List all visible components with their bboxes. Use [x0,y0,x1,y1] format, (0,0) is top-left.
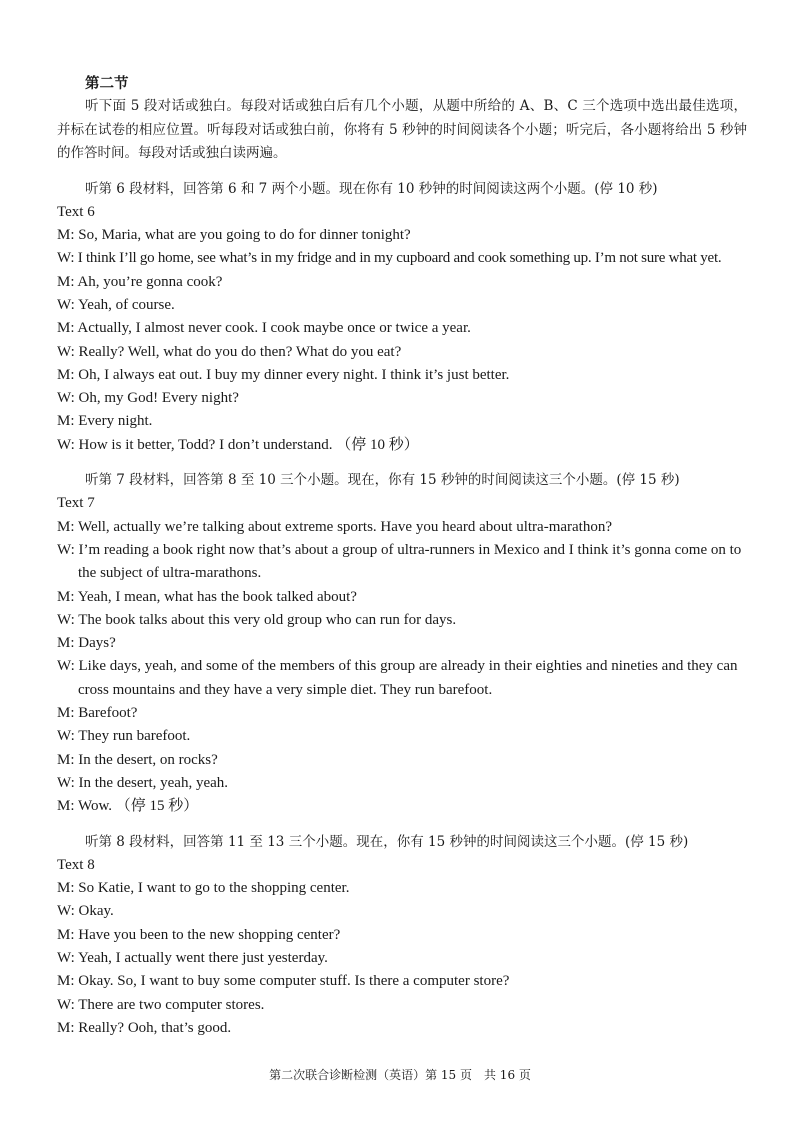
instruction-8: 听第 8 段材料，回答第 11 至 13 三个小题。现在，你有 15 秒钟的时间阅读这三个小题。(停 15 秒) [85,833,689,850]
dialogue-line: M: Ah, you’re gonna cook? [57,273,223,290]
dialogue-line: W: Yeah, of course. [57,296,175,313]
dialogue-line: W: I’m reading a book right now that’s about a group of ultra-runners in Mexico and I think it’s gonna come on to the subject of ultra-marathons. [57,541,742,582]
dialogue-line: M: Okay. So, I want to buy some computer stuff. Is there a computer store? [57,973,510,990]
dialogue-line: M: Well, actually we’re talking about extreme sports. Have you heard about ultra-marathon? [57,518,612,535]
section-intro: 听下面 5 段对话或独白。每段对话或独白后有几个小题，从题中所给的 A、B、C 三个选项中选出最佳选项，并标在试卷的相应位置。听每段对话或独白前，你将有 5 秒钟的时间阅读各个小题；听完后，各小题将给出 5 秒钟的作答时间。每段对话或独白读两遍。 [57,98,747,161]
dialogue-line: W: Yeah, I actually went there just yesterday. [57,950,328,966]
page-content [57,72,747,1040]
dialogue-line: M: In the desert, on rocks? [57,751,218,768]
text-block-8 [57,831,747,1041]
page-footer: 第二次联合诊断检测（英语）第 15 页 共 16 页 [269,1068,531,1082]
dialogue-line: M: Every night. [57,413,153,430]
dialogue-line: M: Yeah, I mean, what has the book talked about? [57,588,357,605]
dialogue-line: W: Okay. [57,903,114,920]
dialogue-line: M: Really? Ooh, that’s good. [57,1019,232,1036]
text-block-6 [57,178,747,458]
section-title: 第二节 [85,75,129,92]
instruction-7: 听第 7 段材料，回答第 8 至 10 三个小题。现在，你有 15 秒钟的时间阅读这三个小题。(停 15 秒) [85,472,680,489]
dialogue-line: M: Have you been to the new shopping center? [57,926,341,943]
dialogue-line: W: There are two computer stores. [57,996,265,1013]
instruction-6: 听第 6 段材料，回答第 6 和 7 两个小题。现在你有 10 秒钟的时间阅读这两个小题。(停 10 秒) [85,180,658,197]
dialogue-line: M: So, Maria, what are you going to do for dinner tonight? [57,227,411,244]
dialogue-line: W: I think I’ll go home, see what’s in my fridge and in my cupboard and cook something up. I’m not sure what yet. [57,250,722,267]
text-block-7 [57,469,747,818]
dialogue-line: M: Oh, I always eat out. I buy my dinner every night. I think it’s just better. [57,366,510,383]
dialogue-line: W: Really? Well, what do you do then? What do you eat? [57,343,402,360]
dialogue-line: W: In the desert, yeah, yeah. [57,774,229,791]
dialogue-line: M: Days? [57,635,116,652]
dialogue-line: W: Oh, my God! Every night? [57,390,239,407]
text-label-7: Text 7 [57,495,95,512]
dialogue-line: M: Barefoot? [57,705,138,722]
dialogue-line: W: How is it better, Todd? I don’t understand. （停 10 秒） [57,436,419,453]
text-label-6: Text 6 [57,203,95,220]
dialogue-line: W: They run barefoot. [57,728,191,745]
dialogue-line: M: Actually, I almost never cook. I cook maybe once or twice a year. [57,320,471,337]
text-label-8: Text 8 [57,856,95,873]
dialogue-line: W: The book talks about this very old group who can run for days. [57,611,457,628]
dialogue-line: M: Wow. （停 15 秒） [57,798,199,815]
dialogue-line: W: Like days, yeah, and some of the members of this group are already in their eighties and nineties and they can cross mountains and they have a very simple diet. They run barefoot. [57,658,738,698]
dialogue-line: M: So Katie, I want to go to the shopping center. [57,880,350,897]
